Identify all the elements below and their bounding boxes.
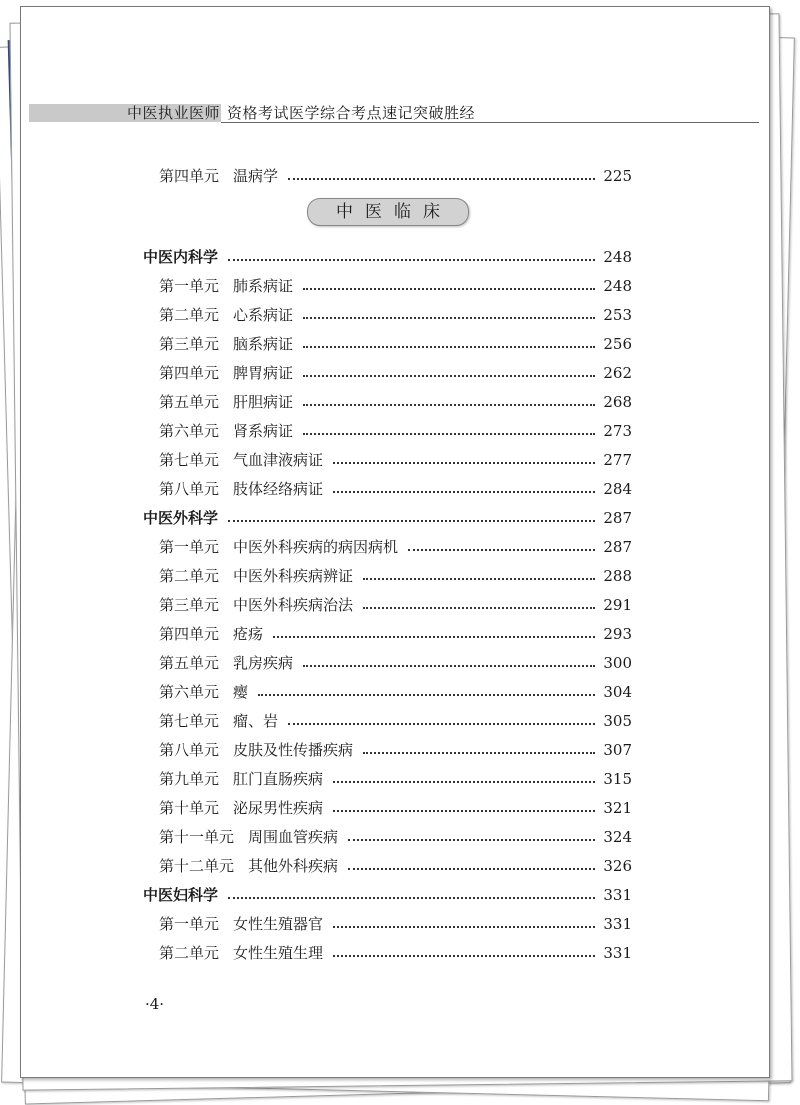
toc-entry[interactable] [21,710,769,732]
toc-leader-dots [273,636,595,638]
page-number: ·4· [145,995,165,1013]
toc-unit-number: 第一单元 [159,538,220,556]
toc-unit-label [159,623,263,645]
toc-unit-label [159,768,323,790]
toc-leader-dots [408,549,595,551]
toc-page [20,6,770,1078]
toc-unit-number: 第二单元 [159,567,220,585]
toc-page-number: 331 [603,915,632,933]
toc-unit-label [159,304,293,326]
toc-page-number: 225 [603,167,632,185]
toc-unit-title: 其他外科疾病 [248,857,339,875]
toc-leader-dots [363,752,595,754]
toc-entry[interactable] [21,420,769,442]
toc-unit-title: 泌尿男性疾病 [233,799,324,817]
toc-unit-title: 周围血管疾病 [248,828,339,846]
toc-leader-dots [228,520,595,522]
toc-entry[interactable] [21,362,769,384]
toc-entry[interactable] [21,536,769,558]
toc-unit-label [159,333,293,355]
toc-page-number: 331 [603,944,632,962]
toc-page-number: 256 [603,335,632,353]
toc-unit-title: 中医外科疾病治法 [233,596,354,614]
toc-unit-number: 第二单元 [159,944,220,962]
toc-leader-dots [333,926,595,928]
toc-leader-dots [348,839,595,841]
toc-unit-number: 第九单元 [159,770,220,788]
header-series: 中医执业医师 [127,104,221,122]
toc-page-number: 305 [603,712,632,730]
toc-unit-number: 第六单元 [159,683,220,701]
toc-leader-dots [228,897,595,899]
toc-leader-dots [303,288,595,290]
toc-unit-number: 第十一单元 [159,828,235,846]
toc-entry[interactable] [21,942,769,964]
toc-section-title: 中医妇科学 [143,886,219,904]
toc-unit-label [159,449,323,471]
toc-entry[interactable] [21,652,769,674]
toc-unit-label [159,913,323,935]
toc-leader-dots [303,375,595,377]
toc-unit-label [159,594,353,616]
toc-unit-label [159,855,338,877]
toc-unit-number: 第七单元 [159,451,220,469]
toc-entry[interactable] [21,449,769,471]
toc-unit-label [159,275,293,297]
toc-entry[interactable] [21,565,769,587]
toc-unit-number: 第十单元 [159,799,220,817]
toc-entry[interactable] [21,739,769,761]
toc-entry[interactable] [21,391,769,413]
toc-leader-dots [288,178,595,180]
toc-unit-title: 中医外科疾病的病因病机 [233,538,399,556]
toc-unit-number: 第四单元 [159,364,220,382]
toc-section-label [143,884,218,906]
toc-page-number: 293 [603,625,632,643]
section-banner: 中医临床 [307,198,469,226]
toc-page-number: 268 [603,393,632,411]
toc-unit-title: 女性生殖器官 [233,915,324,933]
toc-leader-dots [228,259,595,261]
toc-page-number: 291 [603,596,632,614]
toc-unit-title: 瘤、岩 [233,712,279,730]
toc-entry[interactable] [21,478,769,500]
toc-unit-number: 第三单元 [159,596,220,614]
toc-unit-number: 第四单元 [159,167,220,185]
toc-entry[interactable] [21,681,769,703]
toc-unit-label [159,165,278,187]
toc-leader-dots [303,433,595,435]
toc-unit-title: 肝胆病证 [233,393,294,411]
toc-page-number: 321 [603,799,632,817]
toc-unit-label [159,681,248,703]
toc-unit-title: 肢体经络病证 [233,480,324,498]
toc-unit-title: 疮疡 [233,625,264,643]
toc-entry[interactable] [21,884,769,906]
header-title: 资格考试医学综合考点速记突破胜经 [227,104,476,122]
toc-page-number: 324 [603,828,632,846]
toc-page-number: 273 [603,422,632,440]
toc-unit-label [159,710,278,732]
toc-unit-number: 第八单元 [159,741,220,759]
toc-unit-number: 第一单元 [159,915,220,933]
toc-section-label [143,507,218,529]
toc-unit-number: 第七单元 [159,712,220,730]
toc-page-number: 315 [603,770,632,788]
toc-leader-dots [333,491,595,493]
toc-page-number: 288 [603,567,632,585]
toc-page-number: 307 [603,741,632,759]
toc-entry[interactable] [21,165,769,187]
toc-leader-dots [333,781,595,783]
toc-page-number: 277 [603,451,632,469]
toc-unit-number: 第四单元 [159,625,220,643]
toc-leader-dots [333,462,595,464]
toc-unit-label [159,362,293,384]
toc-unit-label [159,652,293,674]
toc-unit-title: 乳房疾病 [233,654,294,672]
toc-section-title: 中医外科学 [143,509,219,527]
toc-section-label [143,246,218,268]
toc-unit-label [159,391,293,413]
toc-unit-title: 温病学 [233,167,279,185]
toc-page-number: 300 [603,654,632,672]
toc-leader-dots [303,346,595,348]
toc-page-number: 253 [603,306,632,324]
toc-unit-number: 第八单元 [159,480,220,498]
toc-unit-label [159,536,398,558]
toc-section-title: 中医内科学 [143,248,219,266]
toc-unit-title: 气血津液病证 [233,451,324,469]
toc-unit-label [159,565,353,587]
toc-entry[interactable] [21,333,769,355]
toc-entry[interactable] [21,594,769,616]
toc-page-number: 248 [603,277,632,295]
toc-unit-number: 第三单元 [159,335,220,353]
toc-unit-title: 肛门直肠疾病 [233,770,324,788]
toc-leader-dots [258,694,595,696]
toc-unit-title: 中医外科疾病辨证 [233,567,354,585]
toc-page-number: 248 [603,248,632,266]
toc-entry[interactable] [21,304,769,326]
toc-unit-number: 第一单元 [159,277,220,295]
toc-unit-label [159,739,353,761]
toc-page-number: 326 [603,857,632,875]
toc-entry[interactable] [21,855,769,877]
toc-entry[interactable] [21,623,769,645]
toc-unit-label [159,942,323,964]
toc-unit-label [159,478,323,500]
toc-unit-number: 第二单元 [159,306,220,324]
toc-entry[interactable] [21,826,769,848]
toc-entry[interactable] [21,797,769,819]
toc-unit-number: 第五单元 [159,393,220,411]
toc-unit-number: 第十二单元 [159,857,235,875]
toc-unit-title: 肾系病证 [233,422,294,440]
toc-leader-dots [363,607,595,609]
toc-unit-title: 女性生殖生理 [233,944,324,962]
toc-unit-label [159,420,293,442]
toc-entry[interactable] [21,507,769,529]
toc-leader-dots [333,810,595,812]
header-rule [221,122,759,123]
toc-entry[interactable] [21,246,769,268]
toc-leader-dots [303,317,595,319]
toc-unit-title: 肺系病证 [233,277,294,295]
toc-unit-title: 脑系病证 [233,335,294,353]
toc-page-number: 287 [603,509,632,527]
toc-page-number: 331 [603,886,632,904]
running-header [29,103,759,123]
toc-unit-title: 皮肤及性传播疾病 [233,741,354,759]
toc-unit-label [159,797,323,819]
toc-entry[interactable] [21,275,769,297]
toc-leader-dots [303,665,595,667]
toc-page-number: 284 [603,480,632,498]
toc-unit-label [159,826,338,848]
toc-entry[interactable] [21,913,769,935]
toc-leader-dots [303,404,595,406]
toc-unit-title: 心系病证 [233,306,294,324]
toc-entry[interactable] [21,768,769,790]
toc-page-number: 262 [603,364,632,382]
toc-unit-title: 瘿 [233,683,249,701]
toc-unit-title: 脾胃病证 [233,364,294,382]
toc-leader-dots [333,955,595,957]
toc-page-number: 287 [603,538,632,556]
toc-leader-dots [288,723,595,725]
toc-leader-dots [348,868,595,870]
toc-leader-dots [363,578,595,580]
toc-page-number: 304 [603,683,632,701]
toc-unit-number: 第六单元 [159,422,220,440]
toc-unit-number: 第五单元 [159,654,220,672]
